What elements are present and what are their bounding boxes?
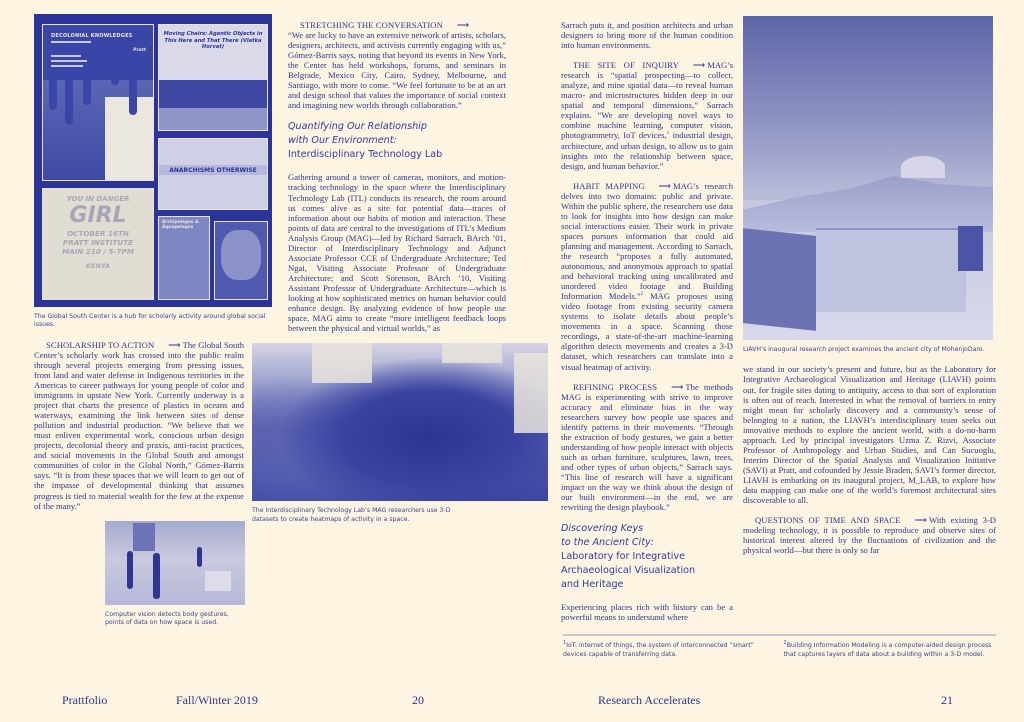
paragraph: how people use spaces and identify patterns in their movements. “Through the extraction of body gestures, we gain a better understanding of how people interact with objects such as urban furniture, sculptures, lawn, trees, and other types of urban objects,” Sarrach says. “This line of research will have a significant impact on the way we think about the design of our built environment—in the end, we are rewriting the design playbook.” [561, 411, 733, 513]
poster-water-photo [159, 108, 267, 130]
footnote-marker: 2 [783, 640, 787, 647]
poster-decolonial-knowledges [42, 24, 154, 181]
subhead-italic: to the Ancient City: [561, 537, 654, 549]
footnote-marker: 1 [666, 131, 670, 137]
poster-moving-chairs [158, 24, 268, 131]
paragraph: “We are lucky to have an extensive network of artists, scholars, designers, architects, and activists currently engaging with us,” Gómez-Barris says, noting that beyond its events in New York, the Center has held workshops, forums, and seminars in Belgrade, Mexico City, Cairo, Sydney, Melbourne, and Santiago, with more to come. “We feel fortunate to be at an art and design school that values the importance of social context and imagining new worlds through collaboration.” [288, 30, 506, 111]
left-column [34, 340, 244, 511]
photo-brick-wall [816, 228, 966, 312]
itl-caption: The Interdisciplinary Technology Lab’s MAG researchers use 3-D datasets to create heatmaps of activity in a space. [252, 507, 451, 523]
poster-headline: GIRL [69, 203, 127, 228]
paragraph: Gathering around a tower of cameras, monitors, and motion-tracking technology in the space where the Interdisciplinary Technology Lab (ITL) conducts its research, the room around us comes alive as a site for potential data—traces of information about our habits of motion and interaction. These points of data are central to the investigations of ITL’s Medium Analysis Group (MAG)—led by Richard Sarrach, BArch ’01, Director of Interdisciplinary Technology and Adjunct Associate Professor CCE of Undergraduate Architecture; Ted Ngai, Visiting Associate Professor of Undergraduate Architecture; and Scott Sorenson, BArch ’10, Visiting Assistant Professor of Undergraduate Architecture—which is looking at how sophisticated metrics on human behavior could enhance design. By analyzing evidence of how people use space, MAG aims to create “more intelligent feedback loops between the physical and virtual worlds,” as [288, 172, 506, 334]
subhead-italic: Quantifying Our Relationship [288, 121, 427, 133]
arrow-icon: ⟶ [671, 381, 684, 392]
paragraph: MAG’s research delves into two domains: public and private. Within the public sphere, the researchers use data to look for insights into how design can make social interactions easier. Their work in private spaces pursues information that could aid planning and management. According to Sarrach, the research “proposes a fully automated, autonomous, and anonymous approach to spatial and behavioral tracking using uncalibrated and unordered video footage and Building Information Models.” [561, 180, 733, 302]
poster-blue-landscape [214, 221, 268, 300]
computer-vision-figure [105, 521, 245, 628]
column-d [743, 16, 996, 555]
computer-vision-photo [105, 521, 245, 605]
poster-archipelagos [158, 216, 210, 300]
kicker-scholarship: SCHOLARSHIP TO ACTION [46, 339, 155, 350]
footnote-text: IoT: internet of things, the system of interconnected “smart” devices capable of transferring data. [563, 642, 754, 658]
footer-section: Research Accelerates [598, 693, 701, 707]
photo-door [133, 523, 155, 551]
arrow-icon: ⟶ [914, 515, 927, 526]
poster-title: DECOLONIAL KNOWLEDGES [51, 33, 133, 39]
drip-shape [129, 65, 137, 115]
paragraph: With existing 3-D modeling technology, it is possible to reproduce and observe sites of historical interest altered by the fluctuations of civilization and the physical world—but there is only so far [743, 515, 996, 556]
footnote-2 [784, 642, 997, 659]
paragraph: we stand in our society’s present and future, but as the Laboratory for Integrative Archaeological Visualization and Heritage (LIAVH) points out, for fragile sites dating to antiquity, access to that sort of exploration is often out of reach. Interested in what the removal of barriers to entry might mean for scholarly discovery and a community’s sense of belonging to a nation, the LIAVH’s interdisciplinary team seeks out innovative methods to explore the ancient world, with a do-no-harm approach. Led by principal investigators Uzma Z. Rizvi, Associate Professor of Anthropology and Urban Studies, and Can Sucuoglu, Interim Director of the Spatial Analysis and Visualization Initiative (SAVI) at Pratt, and cofounded by Jessie Braden, SAVI’s former director, LIAVH is embarking on its inaugural project, M_LAB, to explore how data mapping can make one of the world’s foremost architectural sites discoverable to all. [743, 364, 996, 506]
footnote-divider [563, 634, 996, 636]
paragraph: Experiencing places rich with history can be a powerful means to understand where [561, 602, 733, 623]
middle-column [288, 20, 506, 110]
poster-fine-print [51, 65, 83, 67]
poster-photo [221, 230, 261, 280]
poster-line: PRATT INSTITUTE [62, 238, 134, 247]
photo-shadow [958, 226, 983, 271]
subhead-italic: Discovering Keys [561, 523, 644, 535]
photo-wall [514, 353, 548, 433]
poster-you-in-danger-girl [42, 188, 154, 300]
computer-vision-caption: Computer vision detects body gestures, points of data on how space is used. [105, 610, 229, 627]
arrow-icon: ⟶ [456, 20, 470, 30]
poster-anarchisms-otherwise [158, 138, 268, 210]
kicker-site-of-inquiry: THE SITE OF INQUIRY [573, 60, 679, 71]
photo-stupa [901, 156, 945, 178]
subhead-liavh [561, 522, 733, 592]
drip-shape [49, 65, 57, 110]
mohenjo-daro-photo [743, 16, 993, 340]
paragraph: Sarrach puts it, and position architects and urban designers to bring more of the human condition into human environments. [561, 20, 733, 51]
subhead-roman: Interdisciplinary Technology Lab [288, 149, 443, 161]
poster-fine-print [51, 55, 81, 57]
footer-page-left: 20 [412, 693, 424, 707]
photo-wall [312, 343, 372, 383]
footer-publication: Prattfolio [62, 693, 108, 707]
footnote-text: Building Information Modeling is a computer-aided design process that captures layers of data about a building within a 3-D model. [783, 642, 992, 658]
arrow-icon: ⟶ [692, 60, 706, 71]
poster-title: ANARCHISMS OTHERWISE [169, 167, 257, 174]
poster-trees-photo [159, 80, 267, 108]
paragraph: The methods MAG is experimenting with strive to improve accuracy and eliminate bias in the way researchers survey [561, 381, 733, 422]
subhead-itl [288, 120, 506, 162]
paragraph: MAG proposes using video footage from existing security camera systems to isolate details about people’s movements in a space. Scanning those recordings, a state-of-the-art machine-learning algorithm detects movements and creates a 3-D dataset, which researchers can translate into a visual heatmap of activity. [561, 291, 733, 372]
paragraph: industrial design, architecture, and urban design, to allow us to gain insights into the relationship between space, design, and human behavior.” [561, 130, 733, 171]
drip-shape [65, 65, 73, 125]
mohenjo-caption: LIAVH’s inaugural research project examines the ancient city of MohenjoDaro. [743, 346, 985, 353]
poster-fine-print [51, 41, 91, 43]
kicker-refining-process: REFINING PROCESS [573, 381, 658, 392]
far-right-column [743, 364, 996, 555]
footer-page-right: 21 [941, 693, 953, 707]
photo-wall [442, 343, 502, 363]
footnote-marker: 1 [563, 640, 567, 647]
footer-issue: Fall/Winter 2019 [176, 693, 258, 707]
column-c [561, 20, 733, 622]
arrow-icon: ⟶ [658, 180, 671, 191]
arrow-icon: ⟶ [168, 339, 181, 350]
paragraph: MAG’s research is “spatial prospecting—to collect, analyze, and mine spatial data—to reveal human macro- and microstructures hidden deep in our spatial and temporal dimensions,” Sarrach explains. “We are developing novel ways to combine machine learning, computer vision, photogrammetry, IoT devices, [561, 60, 733, 141]
paragraph: The Global South Center’s scholarly work has crossed into the public realm through several projects emerging from pressing issues, from land and water defense in Indigenous territories in the Americas to career pathways for young people of color and immigrants in upstate New York. Currently underway is a project that charts the presence of plastics in oceans and waterways, examining the link between sites of dense pollution and industrial production. “We believe that we must enliven experimental work, conscious urban design projects, decolonial theory and praxis, anti-racist practices, and social movements in the Global South and amongst communities of color in the Global North,” Gómez-Barris says. “It is from these spaces that we will learn to get out of the impasse of developmental thinking that assumes progress is tied to material wealth for the few at the expense of the many.” [34, 339, 245, 511]
kicker-habit-mapping: HABIT MAPPING [573, 180, 645, 191]
poster-title: Archipelagos & Aquapelagos [162, 220, 199, 230]
column-a [34, 14, 272, 627]
photo-sign [205, 571, 231, 591]
photo-ruins [743, 176, 993, 232]
photo-person [197, 547, 202, 567]
kicker-time-and-space: QUESTIONS OF TIME AND SPACE [755, 515, 901, 526]
itl-heatmap-photo [252, 343, 548, 501]
poster-text-stack [43, 195, 153, 271]
poster-fine-print [51, 60, 87, 62]
photo-person [127, 551, 133, 589]
footnote-block [563, 626, 996, 659]
poster-line: YOU IN DANGER [66, 195, 130, 203]
poster-title: Moving Chairs: Agentic Objects in This Here and That There (Vlatka Horvat) [163, 31, 263, 50]
drip-shape [111, 65, 119, 85]
poster-collage-image [34, 14, 272, 307]
experiencing-paragraph [561, 602, 733, 622]
subhead-roman: and Heritage [561, 579, 624, 591]
drip-shape [83, 65, 91, 105]
column-b [252, 20, 506, 524]
poster-line: KENYA [85, 262, 111, 270]
poster-line: OCTOBER 16TH [67, 229, 129, 238]
footnote-marker: 2 [640, 292, 644, 298]
poster-line: MAIN 210 / 5-7PM [62, 247, 134, 256]
subhead-italic: with Our Environment: [288, 135, 397, 147]
pratt-logo: Pratt [133, 48, 146, 53]
footnotes [563, 642, 996, 659]
itl-figure [252, 343, 548, 524]
middle-column-body [288, 172, 506, 333]
photo-brick-wall [743, 228, 816, 331]
photo-person [153, 553, 160, 599]
subhead-roman: Archaeological Visualization [561, 565, 696, 577]
right-column [561, 20, 733, 512]
kicker-stretching: STRETCHING THE CONVERSATION [300, 20, 443, 30]
footnote-1 [563, 642, 776, 659]
subhead-roman: Laboratory for Integrative [561, 551, 686, 563]
collage-caption: The Global South Center is a hub for scholarly activity around global social issues. [34, 313, 266, 329]
